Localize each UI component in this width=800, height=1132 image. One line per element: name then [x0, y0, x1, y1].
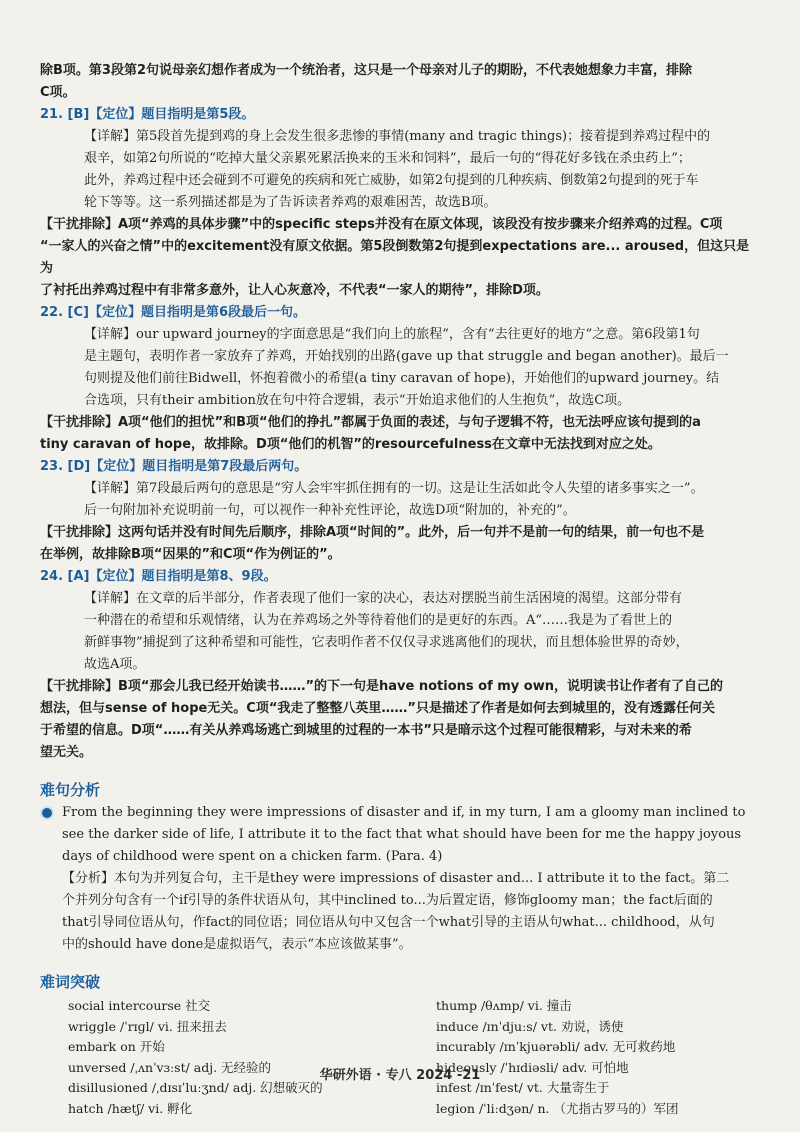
sentence-line: From the beginning they were impressions of disaster and if, in my turn, I am a gloomy man inclined to — [62, 805, 746, 820]
question-24 — [40, 566, 754, 764]
exclude-line: “一家人的兴奋之情”中的excitement没有原文依据。第5段倒数第2句提到expectations are... aroused，但这只是为 — [40, 239, 750, 276]
bullet-dot-icon — [42, 808, 52, 818]
analysis-line: 【分析】本句为并列复合句，主干是they were impressions of disaster and... I attribute it to the fact。第二 — [62, 871, 730, 886]
detail-line: 此外，养鸡过程中还会碰到不可避免的疾病和死亡威胁，如第2句提到的几种疾病、倒数第2句提到的死于车 — [84, 173, 699, 188]
sentence-line: see the darker side of life, I attribute it to the fact that what should have been for me the happy joyous — [62, 827, 742, 842]
vocab-item: thump /θʌmp/ vi. 撞击 — [436, 998, 572, 1013]
vocab-item: induce /ɪnˈdjuːs/ vt. 劝说，诱使 — [436, 1018, 624, 1034]
detail-line: 【详解】第5段首先提到鸡的身上会发生很多悲惨的事情(many and tragic things)；接着提到养鸡过程中的 — [84, 129, 711, 144]
vocab-item: infest /ɪnˈfest/ vt. 大量寄生于 — [436, 1080, 610, 1095]
detail-line: 合选项，只有their ambition放在句中符合逻辑，表示“开始追求他们的人生抱负”，故选C项。 — [84, 393, 631, 408]
detail-line: 【详解】在文章的后半部分，作者表现了他们一家的决心，表达对摆脱当前生活困境的渴望。这部分带有 — [84, 591, 683, 606]
question-head: 24. [A]【定位】题目指明是第8、9段。 — [40, 569, 277, 584]
vocabulary-list — [68, 996, 754, 1119]
exclude-line: 了衬托出养鸡过程中有非常多意外，让人心灰意冷，不代表“一家人的期待”，排除D项。 — [40, 283, 549, 298]
section-title-difficult-sentence: 难句分析 — [40, 781, 101, 799]
question-23 — [40, 456, 754, 566]
sentence-line: days of childhood were spent on a chicken farm. (Para. 4) — [62, 849, 443, 864]
exclude-line: 望无关。 — [40, 745, 93, 760]
detail-line: 【详解】our upward journey的字面意思是“我们向上的旅程”，含有“去往更好的地方”之意。第6段第1句 — [84, 327, 700, 342]
question-head: 22. [C]【定位】题目指明是第6段最后一句。 — [40, 305, 307, 320]
question-head: 23. [D]【定位】题目指明是第7段最后两句。 — [40, 459, 308, 474]
vocab-item: legion /ˈliːdʒən/ n. （尤指古罗马的）军团 — [436, 1100, 679, 1116]
vocab-item: incurably /ɪnˈkjuərəbli/ adv. 无可救药地 — [436, 1039, 676, 1054]
detail-line: 故选A项。 — [84, 657, 146, 672]
exclude-line: 【干扰排除】B项“那会儿我已经开始读书……”的下一句是have notions of my own，说明读书让作者有了自己的 — [40, 679, 724, 694]
vocab-item: hatch /hætʃ/ vi. 孵化 — [68, 1100, 193, 1116]
detail-line: 艰辛，如第2句所说的“吃掉大量父亲累死累活换来的玉米和饲料”，最后一句的“得花好多钱在杀虫药上”； — [84, 151, 691, 166]
page-footer: 华研外语 · 专八 2024 -21 — [319, 1068, 481, 1083]
section-title-vocabulary: 难词突破 — [40, 973, 101, 991]
vocab-item: wriggle /ˈrɪɡl/ vi. 扭来扭去 — [68, 1018, 227, 1034]
exclude-line: 想法，但与sense of hope无关。C项“我走了整整八英里……”只是描述了作者是如何去到城里的，没有透露任何关 — [40, 701, 715, 716]
analysis-line: that引导同位语从句，作fact的同位语；同位语从句中又包含一个what引导的主语从句what... childhood，从句 — [62, 915, 715, 930]
question-21 — [40, 104, 754, 302]
vocab-item: unversed /ˌʌnˈvɜːst/ adj. 无经验的 — [68, 1059, 272, 1075]
analysis-line: 个并列分句含有一个if引导的条件状语从句，其中inclined to...为后置定语，修饰gloomy man；the fact后面的 — [62, 893, 713, 908]
exclude-line: 【干扰排除】A项“他们的担忧”和B项“他们的挣扎”都属于负面的表述，与句子逻辑不符，也无法呼应该句提到的a — [40, 415, 701, 430]
question-22 — [40, 302, 754, 456]
intro-line: C项。 — [40, 85, 76, 100]
difficult-sentence — [40, 802, 754, 868]
detail-line: 句则提及他们前往Bidwell，怀抱着微小的希望(a tiny caravan of hope)，开始他们的upward journey。结 — [84, 371, 720, 386]
vocab-item: social intercourse 社交 — [68, 998, 211, 1013]
exclude-line: 【干扰排除】这两句话并没有时间先后顺序，排除A项“时间的”。此外，后一句并不是前一句的结果，前一句也不是 — [40, 525, 705, 540]
exclude-line: tiny caravan of hope，故排除。D项“他们的机智”的resourcefulness在文章中无法找到对应之处。 — [40, 437, 661, 452]
detail-line: 【详解】第7段最后两句的意思是“穷人会牢牢抓住拥有的一切。这是让生活如此令人失望的诸多事实之一”。 — [84, 481, 704, 496]
analysis-line: 中的should have done是虚拟语气，表示“本应该做某事”。 — [62, 937, 412, 952]
detail-line: 新鲜事物”捕捉到了这种希望和可能性，它表明作者不仅仅寻求逃离他们的现状，而且想体验世界的奇妙， — [84, 635, 689, 650]
intro-line: 除B项。第3段第2句说母亲幻想作者成为一个统治者，这只是一个母亲对儿子的期盼，不代表她想象力丰富，排除 — [40, 63, 693, 78]
vocab-item: disillusioned /ˌdɪsɪˈluːʒnd/ adj. 幻想破灭的 — [68, 1080, 323, 1095]
exclude-line: 【干扰排除】A项“养鸡的具体步骤”中的specific steps并没有在原文体现，该段没有按步骤来介绍养鸡的过程。C项 — [40, 217, 723, 232]
detail-line: 是主题句，表明作者一家放弃了养鸡，开始找别的出路(gave up that struggle and began another)。最后一 — [84, 349, 729, 364]
detail-line: 轮下等等。这一系列描述都是为了告诉读者养鸡的艰难困苦，故选B项。 — [84, 195, 497, 210]
question-head: 21. [B]【定位】题目指明是第5段。 — [40, 107, 255, 122]
exclude-line: 在举例，故排除B项“因果的”和C项“作为例证的”。 — [40, 547, 341, 562]
detail-line: 一种潜在的希望和乐观情绪，认为在养鸡场之外等待着他们的是更好的东西。A“……我是为了看世上的 — [84, 613, 673, 628]
vocab-item: embark on 开始 — [68, 1039, 165, 1054]
detail-line: 后一句附加补充说明前一句，可以视作一种补充性评论，故选D项“附加的，补充的”。 — [84, 503, 576, 518]
vocab-item: hideously /ˈhɪdiəsli/ adv. 可怕地 — [436, 1059, 629, 1075]
exclude-line: 于希望的信息。D项“……有关从养鸡场逃亡到城里的过程的一本书”只是暗示这个过程可能很精彩，与对未来的希 — [40, 723, 692, 738]
